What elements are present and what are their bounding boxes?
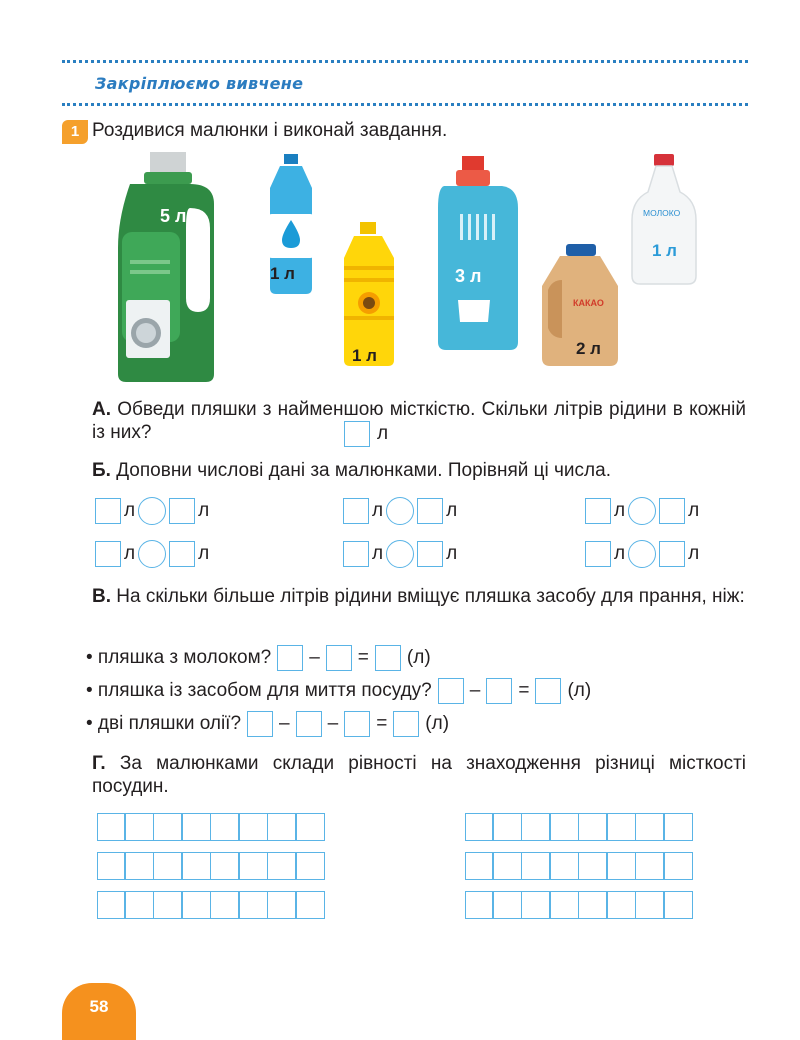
part-v-text [92, 585, 752, 608]
minus-sign: – [327, 713, 339, 734]
unit-label: л [688, 543, 700, 564]
compare-box[interactable] [169, 541, 195, 567]
unit-label: л [688, 500, 700, 521]
oil-bottle-image [344, 222, 394, 366]
equation-box[interactable] [486, 678, 512, 704]
part-v-letter: В. [92, 586, 111, 607]
equation-label: • пляшка з молоком? [86, 647, 272, 668]
equals-sign: = [357, 647, 369, 668]
compare-sign-circle[interactable] [386, 497, 414, 525]
task-intro: Роздивися малюнки і виконай завдання. [92, 120, 448, 141]
comparison-5 [343, 540, 457, 568]
answer-grid-left-2[interactable] [97, 852, 325, 880]
compare-sign-circle[interactable] [628, 497, 656, 525]
detergent-bottle-image [118, 152, 214, 382]
equation-box[interactable] [296, 711, 322, 737]
compare-sign-circle[interactable] [386, 540, 414, 568]
compare-box[interactable] [585, 541, 611, 567]
unit-label: л [614, 543, 626, 564]
equation-label: • дві пляшки олії? [86, 713, 242, 734]
dotted-rule-top [62, 60, 748, 63]
part-a-text [92, 398, 746, 444]
compare-box[interactable] [169, 498, 195, 524]
unit-label: л [446, 500, 458, 521]
part-g-letter: Г. [92, 753, 106, 774]
minus-sign: – [469, 680, 481, 701]
compare-box[interactable] [343, 498, 369, 524]
milk-bottle-image [632, 154, 696, 284]
unit-label: л [124, 500, 136, 521]
unit-label: л [198, 500, 210, 521]
equation-box[interactable] [438, 678, 464, 704]
answer-grid-left-1[interactable] [97, 813, 325, 841]
minus-sign: – [279, 713, 290, 734]
equation-box[interactable] [344, 711, 370, 737]
equation-box[interactable] [375, 645, 401, 671]
equation-box[interactable] [277, 645, 303, 671]
unit-label: л [372, 500, 384, 521]
part-a-answer [344, 421, 388, 447]
answer-grid-right-1[interactable] [465, 813, 693, 841]
task-number-badge: 1 [62, 120, 88, 144]
part-b-text [92, 459, 752, 482]
compare-box[interactable] [417, 541, 443, 567]
dish-soap-volume-label: 3 л [455, 266, 482, 286]
equation-oil [86, 711, 449, 737]
comparison-6 [585, 540, 699, 568]
page-number: 58 [89, 997, 109, 1016]
cocoa-jug-image [542, 244, 618, 366]
compare-box[interactable] [585, 498, 611, 524]
unit-label: (л) [406, 647, 431, 668]
unit-label: л [614, 500, 626, 521]
comparison-3 [585, 497, 699, 525]
part-a-answer-box[interactable] [344, 421, 370, 447]
unit-label: л [198, 543, 210, 564]
equation-milk [86, 645, 431, 671]
equation-box[interactable] [535, 678, 561, 704]
comparison-1 [95, 497, 209, 525]
part-b-question: Доповни числові дані за малюнками. Порівняй ці числа. [116, 460, 611, 481]
part-a-letter: А. [92, 399, 111, 420]
compare-sign-circle[interactable] [138, 497, 166, 525]
milk-volume-label: 1 л [652, 241, 677, 260]
compare-box[interactable] [659, 498, 685, 524]
compare-box[interactable] [659, 541, 685, 567]
part-g-text [92, 752, 746, 798]
equation-label: • пляшка із засобом для миття посуду? [86, 680, 432, 701]
unit-label: (л) [567, 680, 592, 701]
oil-volume-label: 1 л [352, 346, 377, 365]
water-volume-label: 1 л [270, 264, 295, 283]
compare-box[interactable] [417, 498, 443, 524]
unit-label: л [446, 543, 458, 564]
comparison-4 [95, 540, 209, 568]
part-b-letter: Б. [92, 460, 111, 481]
equals-sign: = [518, 680, 530, 701]
answer-grid-right-3[interactable] [465, 891, 693, 919]
milk-bottle-label: МОЛОКО [643, 208, 681, 218]
detergent-volume-label: 5 л [160, 206, 187, 226]
bottles-illustration [0, 148, 800, 388]
water-bottle-image [266, 154, 316, 294]
compare-box[interactable] [343, 541, 369, 567]
answer-grid-left-3[interactable] [97, 891, 325, 919]
dish-soap-bottle-image [438, 156, 518, 350]
minus-sign: – [309, 647, 320, 668]
equation-dish-soap [86, 678, 591, 704]
part-a-unit: л [377, 423, 389, 444]
unit-label: л [372, 543, 384, 564]
part-a-question: Обведи пляшки з найменшою місткістю. Скільки літрів рідини в кожній із них? [92, 399, 746, 443]
unit-label: (л) [425, 713, 450, 734]
equation-box[interactable] [393, 711, 419, 737]
page-number-tab [62, 983, 136, 1040]
compare-sign-circle[interactable] [628, 540, 656, 568]
compare-box[interactable] [95, 541, 121, 567]
cocoa-jug-label: КАКАО [573, 298, 604, 308]
compare-box[interactable] [95, 498, 121, 524]
answer-grid-right-2[interactable] [465, 852, 693, 880]
section-title: Закріплюємо вивчене [95, 74, 304, 93]
dotted-rule-bottom [62, 103, 748, 106]
compare-sign-circle[interactable] [138, 540, 166, 568]
part-g-question: За малюнками склади рівності на знаходження різниці місткості посудин. [92, 753, 746, 797]
cocoa-volume-label: 2 л [576, 339, 601, 358]
equation-box[interactable] [326, 645, 352, 671]
equation-box[interactable] [247, 711, 273, 737]
equals-sign: = [376, 713, 388, 734]
unit-label: л [124, 543, 136, 564]
comparison-2 [343, 497, 457, 525]
part-v-question: На скільки більше літрів рідини вміщує пляшка засобу для прання, ніж: [116, 586, 745, 607]
